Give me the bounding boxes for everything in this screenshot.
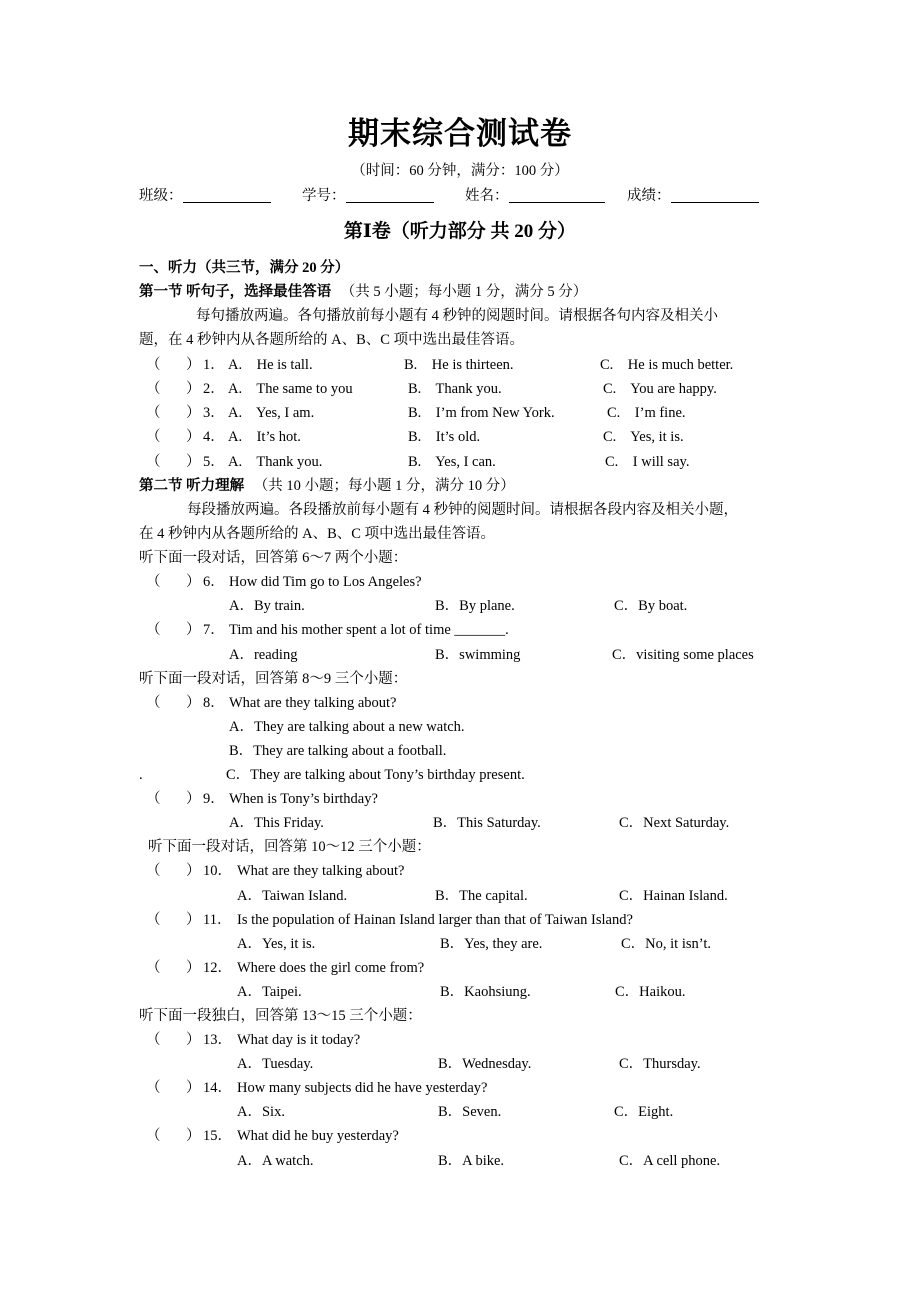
field-class-label: 班级： <box>139 188 183 204</box>
answer-paren-3[interactable]: （ <box>146 405 161 421</box>
question-text: How many subjects did he have yesterday? <box>237 1080 488 1096</box>
field-class-blank[interactable] <box>183 188 271 203</box>
question-number: 5． <box>203 454 225 470</box>
answer-paren-close: ） <box>186 1128 201 1144</box>
question-text: What did he buy yesterday? <box>237 1128 399 1144</box>
question-number: 11． <box>203 912 232 928</box>
prompt-q13-15: 听下面一段独白，回答第 13～15 三个小题： <box>139 1008 422 1024</box>
field-class <box>139 188 271 204</box>
answer-paren-close: ） <box>186 574 201 590</box>
subsection-1-title: 第一节 听句子，选择最佳答语 <box>139 284 332 300</box>
option-b[interactable]: B．Wednesday. <box>438 1056 532 1072</box>
question-number: 13． <box>203 1032 232 1048</box>
answer-paren-6[interactable]: （ <box>146 574 161 590</box>
question-number: 1． <box>203 357 225 373</box>
field-student-no-blank[interactable] <box>346 188 434 203</box>
field-name <box>465 188 605 204</box>
option-a[interactable]: A．Yes, it is. <box>237 936 316 952</box>
answer-paren-close: ） <box>186 960 201 976</box>
option-b[interactable]: B．Yes, they are. <box>440 936 543 952</box>
option-c[interactable]: C．A cell phone. <box>619 1153 721 1169</box>
option-a[interactable]: A．Six. <box>237 1104 285 1120</box>
option-b[interactable]: B. I’m from New York. <box>408 405 555 421</box>
question-number: 15． <box>203 1128 232 1144</box>
answer-paren-close: ） <box>186 1080 201 1096</box>
option-c[interactable]: C．visiting some places <box>612 647 754 663</box>
question-number: 3． <box>203 405 225 421</box>
answer-paren-close: ） <box>186 381 201 397</box>
prompt-q6-7: 听下面一段对话，回答第 6～7 两个小题： <box>139 550 408 566</box>
option-b[interactable]: B．A bike. <box>438 1153 505 1169</box>
page-title: 期末综合测试卷 <box>348 116 572 151</box>
option-a[interactable]: A．Taipei. <box>237 984 302 1000</box>
option-b[interactable]: B．This Saturday. <box>433 815 541 831</box>
option-a[interactable]: A．This Friday. <box>229 815 324 831</box>
field-score-label: 成绩： <box>627 188 671 204</box>
option-b[interactable]: B. He is thirteen. <box>404 357 514 373</box>
subsection-2-instruction-1: 每段播放两遍。各段播放前每小题有 4 秒钟的阅题时间。请根据各段内容及相关小题， <box>187 502 738 518</box>
option-b[interactable]: B．By plane. <box>435 598 515 614</box>
question-number: 10． <box>203 863 232 879</box>
subsection-2-score: （共 10 小题；每小题 1 分，满分 10 分） <box>253 478 515 494</box>
subsection-2-instruction-2: 在 4 秒钟内从各题所给的 A、B、C 项中选出最佳答语。 <box>139 526 496 542</box>
question-text: How did Tim go to Los Angeles? <box>229 574 422 590</box>
option-a[interactable]: A. Thank you. <box>228 454 323 470</box>
answer-paren-2[interactable]: （ <box>146 381 161 397</box>
answer-paren-close: ） <box>186 1032 201 1048</box>
answer-paren-close: ） <box>186 357 201 373</box>
answer-paren-close: ） <box>186 791 201 807</box>
subsection-2-heading <box>139 479 515 494</box>
field-student-no-label: 学号： <box>302 188 346 204</box>
option-c[interactable]: C. Yes, it is. <box>603 429 684 445</box>
field-score <box>627 188 759 204</box>
answer-paren-4[interactable]: （ <box>146 429 161 445</box>
subsection-1-instruction-1: 每句播放两遍。各句播放前每小题有 4 秒钟的阅题时间。请根据各句内容及相关小 <box>196 308 718 324</box>
option-b[interactable]: B．The capital. <box>435 888 528 904</box>
option-b[interactable]: B. Thank you. <box>408 381 502 397</box>
option-b[interactable]: B．Kaohsiung. <box>440 984 531 1000</box>
subsection-1-instruction-2: 题，在 4 秒钟内从各题所给的 A、B、C 项中选出最佳答语。 <box>139 332 525 348</box>
answer-paren-7[interactable]: （ <box>146 622 161 638</box>
option-c[interactable]: C．Next Saturday. <box>619 815 730 831</box>
field-name-blank[interactable] <box>509 188 605 203</box>
answer-paren-15[interactable]: （ <box>146 1128 161 1144</box>
answer-paren-13[interactable]: （ <box>146 1032 161 1048</box>
question-text: What day is it today? <box>237 1032 361 1048</box>
option-a[interactable]: A. He is tall. <box>228 357 313 373</box>
answer-paren-close: ） <box>186 695 201 711</box>
question-number: 2． <box>203 381 225 397</box>
answer-paren-10[interactable]: （ <box>146 863 161 879</box>
question-text: Where does the girl come from? <box>237 960 425 976</box>
option-a[interactable]: A. The same to you <box>228 381 353 397</box>
option-c[interactable]: C．Thursday. <box>619 1056 701 1072</box>
section-heading: 一、听力（共三节，满分 20 分） <box>139 260 350 276</box>
subsection-1-heading <box>139 285 587 300</box>
option-c[interactable]: C. He is much better. <box>600 357 734 373</box>
question-number: 8． <box>203 695 225 711</box>
question-number: 4． <box>203 429 225 445</box>
option-a[interactable]: A．Taiwan Island. <box>237 888 348 904</box>
answer-paren-close: ） <box>186 863 201 879</box>
option-a[interactable]: A. Yes, I am. <box>228 405 315 421</box>
question-text: What are they talking about? <box>237 863 405 879</box>
option-b[interactable]: B．swimming <box>435 647 521 663</box>
question-text: When is Tony’s birthday? <box>229 791 378 807</box>
subsection-2-title: 第二节 听力理解 <box>139 478 245 494</box>
option-b[interactable]: B．They are talking about a football. <box>229 743 447 759</box>
option-b[interactable]: B. Yes, I can. <box>408 454 496 470</box>
field-score-blank[interactable] <box>671 188 759 203</box>
option-c[interactable]: C．Haikou. <box>615 984 686 1000</box>
answer-paren-9[interactable]: （ <box>146 791 161 807</box>
option-c[interactable]: C．Hainan Island. <box>619 888 728 904</box>
option-c[interactable]: C. I will say. <box>605 454 690 470</box>
answer-paren-1[interactable]: （ <box>146 357 161 373</box>
field-student-no <box>302 188 434 204</box>
answer-paren-5[interactable]: （ <box>146 454 161 470</box>
exam-time-info: （时间：60 分钟，满分：100 分） <box>351 163 569 179</box>
field-name-label: 姓名： <box>465 188 509 204</box>
option-a[interactable]: A．reading <box>229 647 298 663</box>
answer-paren-8[interactable]: （ <box>146 695 161 711</box>
part-title: 第Ⅰ卷（听力部分 共 20 分） <box>343 221 577 242</box>
answer-paren-close: ） <box>186 429 201 445</box>
option-c[interactable]: C. I’m fine. <box>607 405 686 421</box>
option-b[interactable]: B．Seven. <box>438 1104 502 1120</box>
answer-paren-close: ） <box>186 622 201 638</box>
answer-paren-close: ） <box>186 912 201 928</box>
question-number: 12． <box>203 960 232 976</box>
question-text: What are they talking about? <box>229 695 397 711</box>
option-b[interactable]: B. It’s old. <box>408 429 481 445</box>
question-number: 9． <box>203 791 225 807</box>
option-a[interactable]: A．A watch. <box>237 1153 314 1169</box>
answer-paren-close: ） <box>186 454 201 470</box>
question-text: Tim and his mother spent a lot of time _______. <box>229 622 509 638</box>
option-a[interactable]: A．By train. <box>229 598 305 614</box>
option-a[interactable]: A．Tuesday. <box>237 1056 314 1072</box>
prompt-q10-12: 听下面一段对话，回答第 10～12 三个小题： <box>148 839 431 855</box>
question-text: Is the population of Hainan Island larger than that of Taiwan Island? <box>237 912 633 928</box>
option-c[interactable]: C．By boat. <box>614 598 688 614</box>
prompt-q8-9: 听下面一段对话，回答第 8～9 三个小题： <box>139 671 408 687</box>
answer-paren-14[interactable]: （ <box>146 1080 161 1096</box>
option-a[interactable]: A．They are talking about a new watch. <box>229 719 465 735</box>
subsection-1-score: （共 5 小题；每小题 1 分，满分 5 分） <box>340 284 588 300</box>
answer-paren-12[interactable]: （ <box>146 960 161 976</box>
option-c[interactable]: C．Eight. <box>614 1104 674 1120</box>
option-c[interactable]: C．They are talking about Tony’s birthday present. <box>226 767 525 783</box>
option-a[interactable]: A. It’s hot. <box>228 429 301 445</box>
option-c[interactable]: C. You are happy. <box>603 381 717 397</box>
question-number: 7． <box>203 622 225 638</box>
question-number: 14． <box>203 1080 232 1096</box>
answer-paren-11[interactable]: （ <box>146 912 161 928</box>
question-number: 6． <box>203 574 225 590</box>
stray-dot: . <box>139 767 143 783</box>
answer-paren-close: ） <box>186 405 201 421</box>
option-c[interactable]: C．No, it isn’t. <box>621 936 711 952</box>
